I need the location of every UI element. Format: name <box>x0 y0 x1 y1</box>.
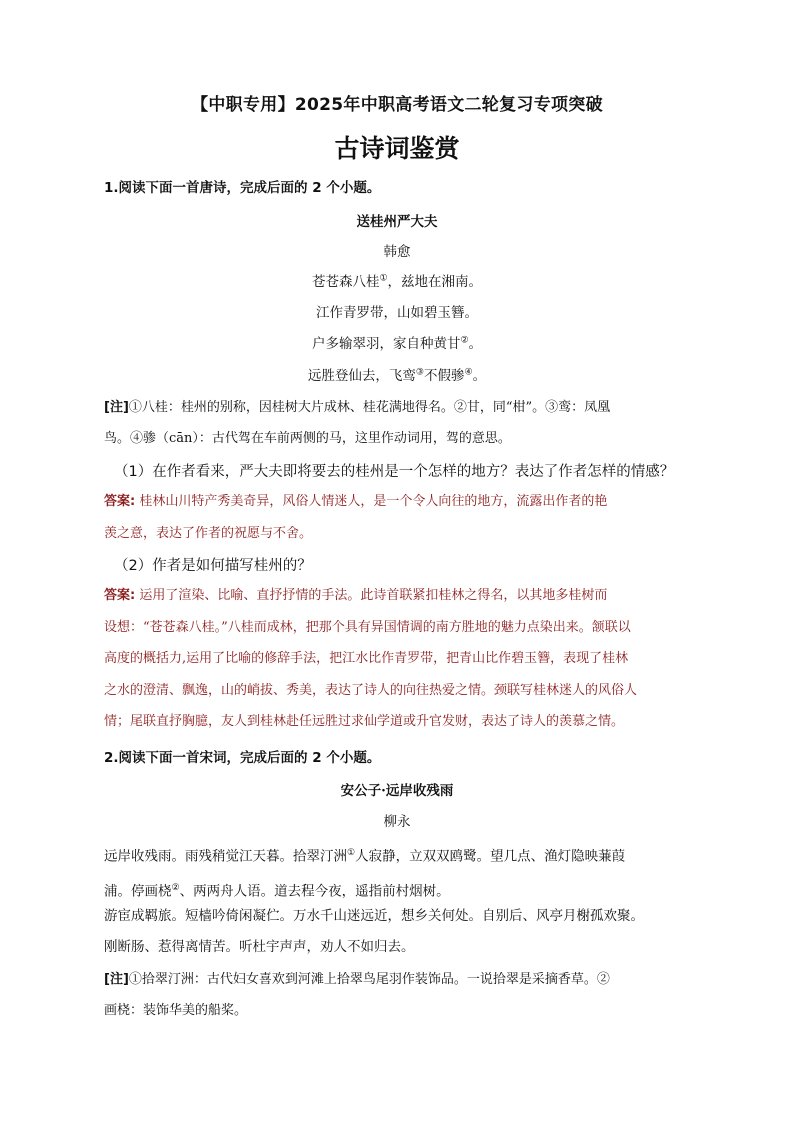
note-label: [注] <box>104 400 129 415</box>
footnote-marker: ① <box>347 848 356 858</box>
q1-line3-b: 。 <box>468 336 483 352</box>
q1-line1-a: 苍苍森八桂 <box>311 274 380 290</box>
q1-line4-a: 远胜登仙去，飞鸾 <box>307 368 416 384</box>
q1-ans1-line2: 羡之意，表达了作者的祝愿与不舍。 <box>104 525 313 541</box>
q1-sub-question-1: （1）在作者看来，严大夫即将要去的桂州是一个怎样的地方？表达了作者怎样的情感？ <box>114 464 675 480</box>
q1-poem-author: 韩愈 <box>383 244 411 260</box>
q2-p1-line1b: 人寂静，立双双鸥鹭。望几点、渔灯隐映蒹葭 <box>355 848 626 865</box>
q2-p2-line1: 游宦成羁旅。短樯吟倚闲凝伫。万水千山迷远近，想乡关何处。自别后、风亭月榭孤欢聚。 <box>104 908 644 924</box>
document-subtitle: 古诗词鉴赏 <box>334 134 460 163</box>
q2-p1-line2b: 、两两舟人语。道去程今夜，遥指前村烟树。 <box>179 883 450 899</box>
q2-p1-line2a: 浦。停画桡 <box>104 883 172 899</box>
q1-answer-1 <box>104 486 728 549</box>
footnote-marker: ③ <box>415 367 424 378</box>
q2-p2-line2: 刚断肠、惹得离情苦。听杜宇声声，劝人不如归去。 <box>104 939 415 955</box>
q2-poem-stanza-1 <box>104 838 728 907</box>
q1-ans2-line1: 运用了渲染、比喻、直抒抒情的手法。此诗首联紧扣桂林之得名，以其地多桂树而 <box>135 588 608 603</box>
footnote-marker: ① <box>379 273 388 284</box>
answer-label: 答案: <box>104 494 136 509</box>
q1-ans2-line2: 设想：“苍苍森八桂。”八桂而成林，把那个具有异国情调的南方胜地的魅力点染出来。颔联以 <box>104 619 631 635</box>
q1-ans2-line3: 高度的概括力,运用了比喻的修辞手法，把江水比作青罗带，把青山比作碧玉簪，表现了桂林 <box>104 651 629 666</box>
q1-note <box>104 392 728 454</box>
q2-poem-title: 安公子·远岸收残雨 <box>340 783 454 799</box>
answer-label: 答案: <box>104 588 136 603</box>
q2-poem-author: 柳永 <box>383 814 411 830</box>
q1-poem-line <box>0 364 794 384</box>
q1-ans2-line5: 情；尾联直抒胸臆，友人到桂林赴任远胜过求仙学道或升官发财，表达了诗人的羡慕之情。 <box>104 714 625 729</box>
q2-note-line2: 画桡：装饰华美的船桨。 <box>104 1003 248 1018</box>
q1-poem-title: 送桂州严大夫 <box>356 214 438 230</box>
q1-answer-2 <box>104 580 728 738</box>
q1-line2: 江作青罗带，山如碧玉簪。 <box>316 305 478 321</box>
footnote-marker: ④ <box>464 367 473 378</box>
q1-line1-b: ，兹地在湘南。 <box>387 274 483 290</box>
document-title: 【中职专用】2025年中职高考语文二轮复习专项突破 <box>191 95 603 115</box>
q2-note <box>104 964 728 1026</box>
q1-ans1-line1: 桂林山川特产秀美奇异，风俗人情迷人，是一个令人向往的地方，流露出作者的艳 <box>135 494 608 509</box>
note-label: [注] <box>104 972 129 987</box>
q1-ans2-line4: 之水的澄清、飘逸，山的峭拔、秀美，表达了诗人的向往热爱之情。颈联写桂林迷人的风俗人 <box>104 682 638 698</box>
q2-instruction: 2.阅读下面一首宋词，完成后面的 2 个小题。 <box>104 750 381 766</box>
q2-note-line1: ①拾翠汀洲：古代妇女喜欢到河滩上拾翠鸟尾羽作装饰品。一说拾翠是采摘香草。② <box>128 972 610 987</box>
q1-note-line1: ①八桂：桂州的别称，因桂树大片成林、桂花满地得名。②甘，同“柑”。③鸾：凤凰 <box>128 400 611 415</box>
q2-p1-line1a: 远岸收残雨。雨残稍觉江天暮。拾翠汀洲 <box>104 848 347 865</box>
q1-poem-line <box>0 332 794 352</box>
q1-sub-question-2: （2）作者是如何描写桂州的？ <box>114 558 312 574</box>
q1-note-line2: 鸟。④骖（cān）：古代驾在车前两侧的马，这里作动词用，驾的意思。 <box>104 431 511 446</box>
q1-poem-line <box>0 270 794 290</box>
footnote-marker: ② <box>171 882 180 893</box>
q1-line4-b: 不假骖 <box>424 368 465 384</box>
q1-line4-c: 。 <box>472 368 487 384</box>
q2-poem-stanza-2 <box>104 901 728 963</box>
footnote-marker: ② <box>460 335 469 346</box>
q1-poem-line <box>0 301 794 321</box>
q1-instruction: 1.阅读下面一首唐诗，完成后面的 2 个小题。 <box>104 180 381 196</box>
q1-line3-a: 户多输翠羽，家自种黄甘 <box>311 336 461 352</box>
